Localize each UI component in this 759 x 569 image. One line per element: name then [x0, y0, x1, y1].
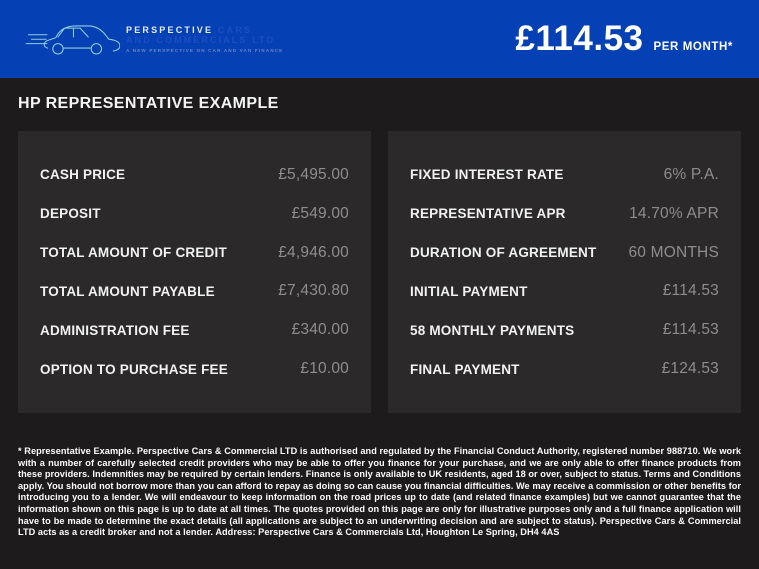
row-label: DURATION OF AGREEMENT — [410, 245, 597, 261]
row-label: DEPOSIT — [40, 206, 101, 222]
row-value: £114.53 — [662, 282, 719, 300]
finance-panel-left — [18, 131, 371, 413]
row-value: 60 MONTHS — [628, 243, 719, 261]
car-outline-icon — [24, 10, 120, 69]
dealer-tagline: A NEW PERSPECTIVE ON CAR AND VAN FINANCE — [126, 47, 284, 53]
dealer-name-line1: PERSPECTIVE CARS — [126, 24, 253, 35]
monthly-price-block — [515, 19, 733, 59]
table-row — [410, 282, 719, 300]
table-row — [410, 166, 719, 184]
row-label: TOTAL AMOUNT PAYABLE — [40, 283, 215, 299]
disclaimer-text: * Representative Example. Perspective Cars & Commercial LTD is authorised and regulated by the Financial Conduct Authority, registered number 988710. We work with a number of carefully selected credit providers who may be able to offer you finance for your purchase, and we are only able to offer finance products from these providers. Indemnities may be required by certain lenders. Finance is only available to UK residents, aged 18 or over, subject to status. Terms and Conditions apply. You should not borrow more than you can afford to repay as doing so can cause you financial difficulties. We may receive a commission or other benefits for introducing you to a lender. We will endeavour to keep information on the road prices up to date (and related finance examples) but we cannot guarantee that the information shown on this page is up to date at all times. The quotes provided on this page are only for illustrative purposes only and a full finance application will have to be made to determine the exact details (all applications are subject to an underwriting decision and are subject to status). Perspective Cars & Commercial LTD acts as a credit broker and not a lender. Address: Perspective Cars & Commercials Ltd, Houghton Le Spring, DH4 4AS — [18, 446, 741, 538]
row-value: £340.00 — [291, 321, 349, 339]
dealer-logo-text — [126, 25, 283, 53]
row-value: £7,430.80 — [278, 282, 349, 300]
monthly-price-suffix: PER MONTH* — [653, 41, 733, 53]
table-row — [410, 360, 719, 378]
row-value: 14.70% APR — [629, 204, 719, 222]
table-row — [40, 282, 349, 300]
finance-panel-right — [388, 131, 741, 413]
row-label: 58 MONTHLY PAYMENTS — [410, 322, 575, 338]
table-row — [40, 244, 349, 262]
table-row — [410, 244, 719, 262]
row-value: £5,495.00 — [278, 165, 349, 183]
header-bar — [0, 0, 759, 78]
page-title: HP REPRESENTATIVE EXAMPLE — [18, 95, 279, 112]
row-value: £114.53 — [662, 321, 719, 339]
finance-panels — [18, 131, 741, 413]
table-row — [410, 321, 719, 339]
table-row — [40, 360, 349, 378]
row-value: £10.00 — [300, 360, 349, 378]
row-value: £549.00 — [291, 204, 349, 222]
row-label: FINAL PAYMENT — [410, 361, 520, 377]
row-label: CASH PRICE — [40, 167, 126, 183]
row-label: REPRESENTATIVE APR — [410, 206, 566, 222]
row-label: INITIAL PAYMENT — [410, 283, 528, 299]
table-row — [410, 205, 719, 223]
table-row — [40, 166, 349, 184]
row-label: FIXED INTEREST RATE — [410, 167, 564, 183]
row-value: £4,946.00 — [278, 243, 349, 261]
table-row — [40, 205, 349, 223]
dealer-logo[interactable] — [24, 10, 283, 69]
row-label: TOTAL AMOUNT OF CREDIT — [40, 245, 227, 261]
row-value: £124.53 — [661, 360, 719, 378]
row-label: ADMINISTRATION FEE — [40, 322, 190, 338]
dealer-name-line2: AND COMMERCIALS LTD — [126, 35, 276, 46]
row-value: 6% P.A. — [663, 165, 719, 183]
row-label: OPTION TO PURCHASE FEE — [40, 361, 228, 377]
table-row — [40, 321, 349, 339]
monthly-price: £114.53 — [515, 19, 644, 58]
